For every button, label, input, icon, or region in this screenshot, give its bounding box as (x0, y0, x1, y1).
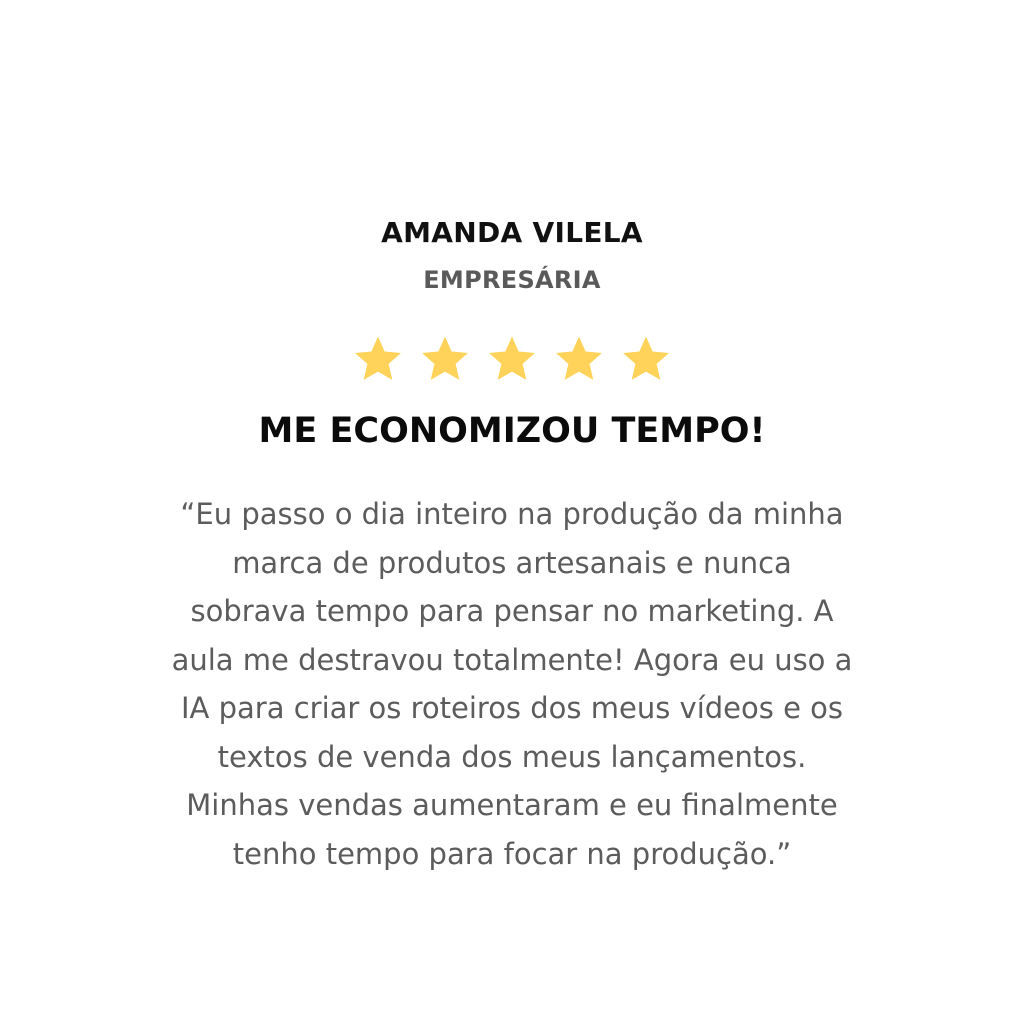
testimonial-headline: ME ECONOMIZOU TEMPO! (258, 411, 766, 451)
star-icon (553, 333, 605, 385)
quote-line: “Eu passo o dia inteiro na produção da minha (180, 497, 844, 531)
quote-line: Minhas vendas aumentaram e eu finalmente (186, 788, 838, 822)
quote-line: IA para criar os roteiros dos meus vídeos e os (181, 691, 843, 725)
star-rating (0, 333, 1024, 385)
quote-line: aula me destravou totalmente! Agora eu uso a (171, 642, 853, 677)
quote-line: sobrava tempo para pensar no marketing. A (190, 594, 834, 628)
star-icon (486, 333, 538, 385)
star-icon (352, 333, 404, 385)
quote-line: marca de produtos artesanais e nunca (232, 545, 792, 580)
author-name: AMANDA VILELA (381, 216, 643, 249)
quote-line: textos de venda dos meus lançamentos. (217, 739, 807, 774)
author-role: EMPRESÁRIA (423, 266, 601, 294)
star-icon (620, 333, 672, 385)
star-icon (419, 333, 471, 385)
testimonial-quote (130, 490, 894, 878)
quote-line: tenho tempo para focar na produção.” (232, 836, 792, 871)
